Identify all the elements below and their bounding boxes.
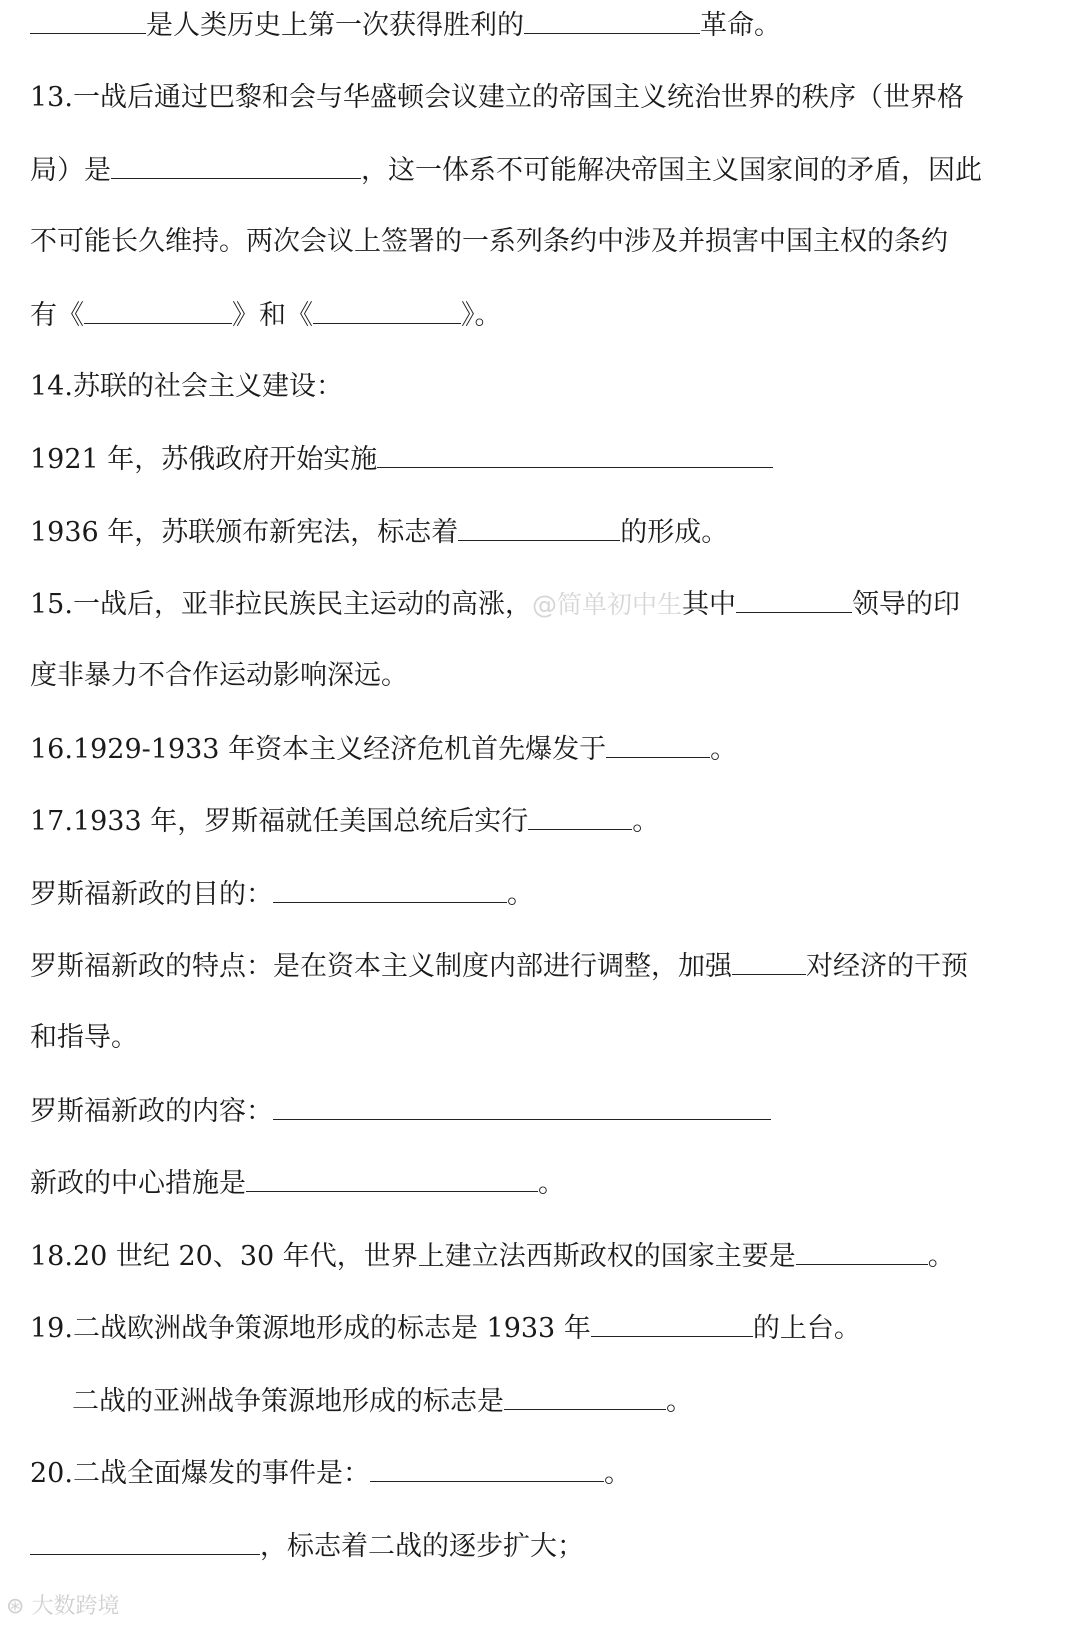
- line-text: 。: [538, 1168, 565, 1199]
- question-14-line-1936: [30, 512, 728, 553]
- new-deal-feature-line-1: [30, 946, 968, 987]
- line-text: 16.1929-1933 年资本主义经济危机首先爆发于: [30, 734, 607, 765]
- line-text: ，这一体系不可能解决帝国主义国家间的矛盾，因此: [361, 155, 982, 186]
- answer-blank[interactable]: [528, 801, 632, 830]
- question-13-line-1: [30, 78, 964, 118]
- line-text: 》。: [461, 300, 502, 331]
- answer-blank[interactable]: [524, 5, 700, 34]
- answer-blank[interactable]: [246, 1163, 538, 1192]
- line-text: 局）是: [30, 155, 111, 186]
- answer-blank[interactable]: [273, 1091, 771, 1120]
- line-text: 是人类历史上第一次获得胜利的: [146, 10, 524, 41]
- line-text: 。: [507, 879, 534, 910]
- line-text: ，标志着二战的逐步扩大；: [260, 1531, 584, 1562]
- question-13-line-3: [30, 222, 948, 262]
- answer-blank[interactable]: [30, 1526, 260, 1555]
- answer-blank[interactable]: [736, 584, 852, 613]
- line-text: 新政的中心措施是: [30, 1168, 246, 1199]
- answer-blank[interactable]: [377, 439, 773, 468]
- question-19-line-1: [30, 1308, 861, 1349]
- line-text: 度非暴力不合作运动影响深远。: [30, 660, 408, 691]
- answer-blank[interactable]: [84, 295, 232, 324]
- line-text: 罗斯福新政的内容：: [30, 1096, 273, 1127]
- line-text: 。: [632, 806, 660, 837]
- answer-blank[interactable]: [458, 512, 620, 541]
- watermark-text: @简单初中生: [531, 590, 682, 619]
- line-text: 。: [666, 1386, 693, 1417]
- logo-icon: ⊛: [6, 1594, 25, 1619]
- line-text: 17.1933 年，罗斯福就任美国总统后实行: [30, 806, 529, 837]
- line-text: 罗斯福新政的目的：: [30, 879, 273, 910]
- question-15-line-1: [30, 584, 960, 625]
- answer-blank[interactable]: [111, 150, 361, 179]
- line-text: 不可能长久维持。两次会议上签署的一系列条约中涉及并损害中国主权的条约: [30, 226, 948, 257]
- question-19-line-2: [72, 1381, 693, 1422]
- answer-blank[interactable]: [796, 1236, 928, 1265]
- answer-blank[interactable]: [313, 295, 461, 324]
- line-text: 有《: [30, 300, 84, 331]
- question-15-line-2: [30, 656, 408, 696]
- answer-blank[interactable]: [370, 1453, 604, 1482]
- line-text: 和指导。: [30, 1022, 138, 1053]
- answer-blank[interactable]: [30, 5, 146, 34]
- text-line-1: [30, 5, 781, 46]
- answer-blank[interactable]: [504, 1381, 666, 1410]
- question-13-line-2: [30, 150, 982, 191]
- line-text: 18.20 世纪 20、30 年代，世界上建立法西斯政权的国家主要是: [30, 1241, 796, 1272]
- question-20: [30, 1453, 631, 1494]
- new-deal-purpose: [30, 874, 534, 915]
- answer-blank[interactable]: [732, 946, 806, 975]
- line-text: 对经济的干预: [806, 951, 968, 982]
- line-text: 的形成。: [620, 517, 729, 548]
- watermark-logo: [6, 1590, 119, 1624]
- logo-text: 大数跨境: [31, 1594, 120, 1619]
- question-14-title: [30, 367, 343, 407]
- line-text: 14.苏联的社会主义建设：: [30, 371, 343, 402]
- line-text: 罗斯福新政的特点：是在资本主义制度内部进行调整，加强: [30, 951, 732, 982]
- question-17: [30, 801, 659, 842]
- question-20-line-2: [30, 1526, 584, 1567]
- answer-blank[interactable]: [606, 729, 710, 758]
- question-18: [30, 1236, 955, 1277]
- line-text: 》和《: [232, 300, 313, 331]
- line-text: 。: [927, 1241, 955, 1272]
- answer-blank[interactable]: [591, 1308, 753, 1337]
- line-text: 15.一战后，亚非拉民族民主运动的高涨，: [30, 589, 532, 620]
- line-text: 革命。: [700, 10, 781, 41]
- line-text: 1921 年，苏俄政府开始实施: [30, 444, 378, 475]
- line-text: 领导的印: [851, 589, 960, 620]
- line-text: 。: [603, 1458, 631, 1489]
- line-text: 20.二战全面爆发的事件是：: [30, 1458, 370, 1489]
- line-text: 1936 年，苏联颁布新宪法，标志着: [30, 517, 459, 548]
- line-text: 二战的亚洲战争策源地形成的标志是: [72, 1386, 504, 1417]
- question-14-line-1921: [30, 439, 773, 480]
- line-text: 。: [710, 734, 738, 765]
- new-deal-content: [30, 1091, 771, 1132]
- line-text: 13.一战后通过巴黎和会与华盛顿会议建立的帝国主义统治世界的秩序（世界格: [30, 82, 964, 113]
- question-16: [30, 729, 737, 770]
- new-deal-feature-line-2: [30, 1018, 138, 1058]
- line-text: 19.二战欧洲战争策源地形成的标志是 1933 年: [30, 1313, 591, 1344]
- answer-blank[interactable]: [273, 874, 507, 903]
- question-13-line-4: [30, 295, 502, 336]
- new-deal-central-measure: [30, 1163, 565, 1204]
- line-text: 的上台。: [752, 1313, 861, 1344]
- line-text: 其中: [681, 589, 736, 620]
